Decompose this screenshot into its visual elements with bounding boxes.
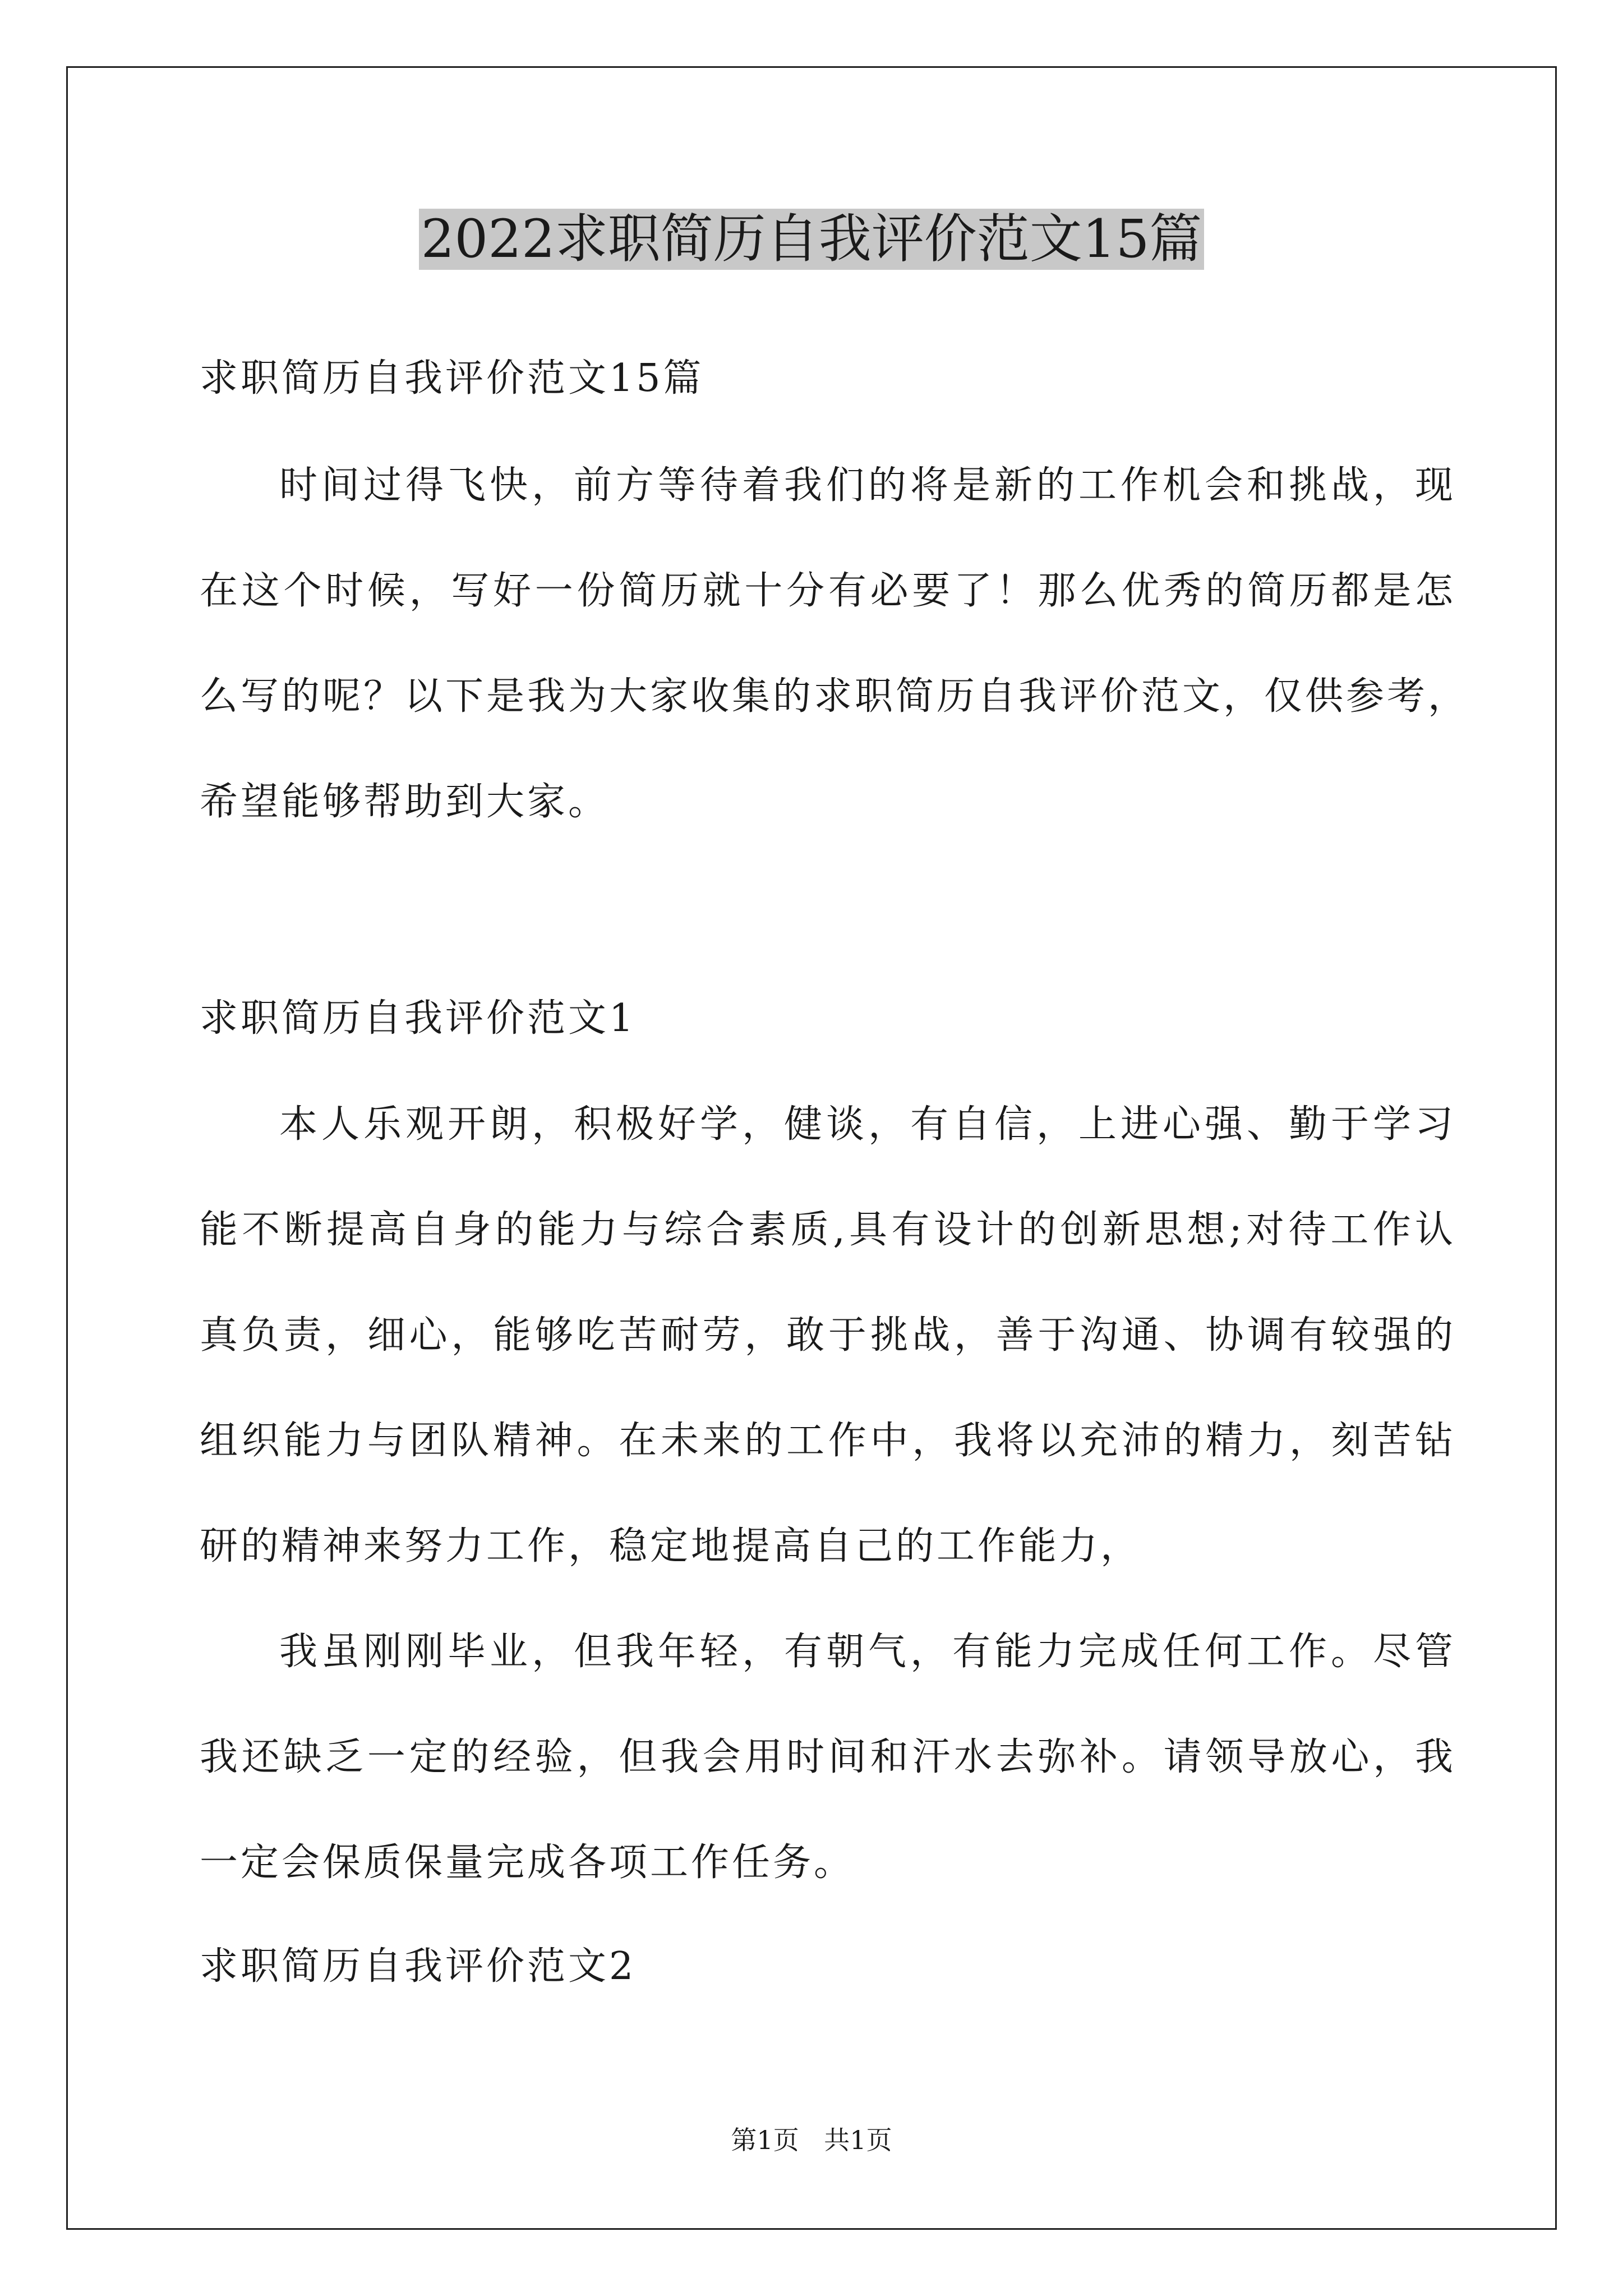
section-heading: 求职简历自我评价范文2 xyxy=(200,1944,637,1989)
paragraph-line: 我还缺乏一定的经验，但我会用时间和汗水去弥补。请领导放心，我 xyxy=(200,1735,1456,1779)
section-heading: 求职简历自我评价范文1 xyxy=(200,996,637,1041)
paragraph-line: 我虽刚刚毕业，但我年轻，有朝气，有能力完成任何工作。尽管 xyxy=(279,1630,1456,1674)
paragraph-line: 真负责，细心，能够吃苦耐劳，敢于挑战，善于沟通、协调有较强的 xyxy=(200,1313,1456,1358)
paragraph-line: 希望能够帮助到大家。 xyxy=(200,780,610,824)
document-title xyxy=(0,203,1623,276)
paragraph-line: 研的精神来努力工作，稳定地提高自己的工作能力， xyxy=(200,1524,1142,1568)
paragraph-line: 时间过得飞快，前方等待着我们的将是新的工作机会和挑战，现 xyxy=(279,463,1456,508)
paragraph-line: 在这个时候，写好一份简历就十分有必要了！那么优秀的简历都是怎 xyxy=(200,569,1456,613)
paragraph-line: 能不断提高自身的能力与综合素质,具有设计的创新思想;对待工作认 xyxy=(200,1208,1456,1252)
paragraph-line: 么写的呢？以下是我为大家收集的求职简历自我评价范文，仅供参考， xyxy=(200,674,1469,719)
paragraph-line: 组织能力与团队精神。在未来的工作中，我将以充沛的精力，刻苦钻 xyxy=(200,1419,1456,1463)
paragraph-line: 本人乐观开朗，积极好学，健谈，有自信，上进心强、勤于学习 xyxy=(279,1102,1456,1147)
paragraph-line: 一定会保质保量完成各项工作任务。 xyxy=(200,1841,855,1885)
page-footer: 第1页 共1页 xyxy=(731,2125,892,2155)
document-title-text: 2022求职简历自我评价范文15篇 xyxy=(419,209,1205,270)
subtitle-line: 求职简历自我评价范文15篇 xyxy=(200,356,704,401)
